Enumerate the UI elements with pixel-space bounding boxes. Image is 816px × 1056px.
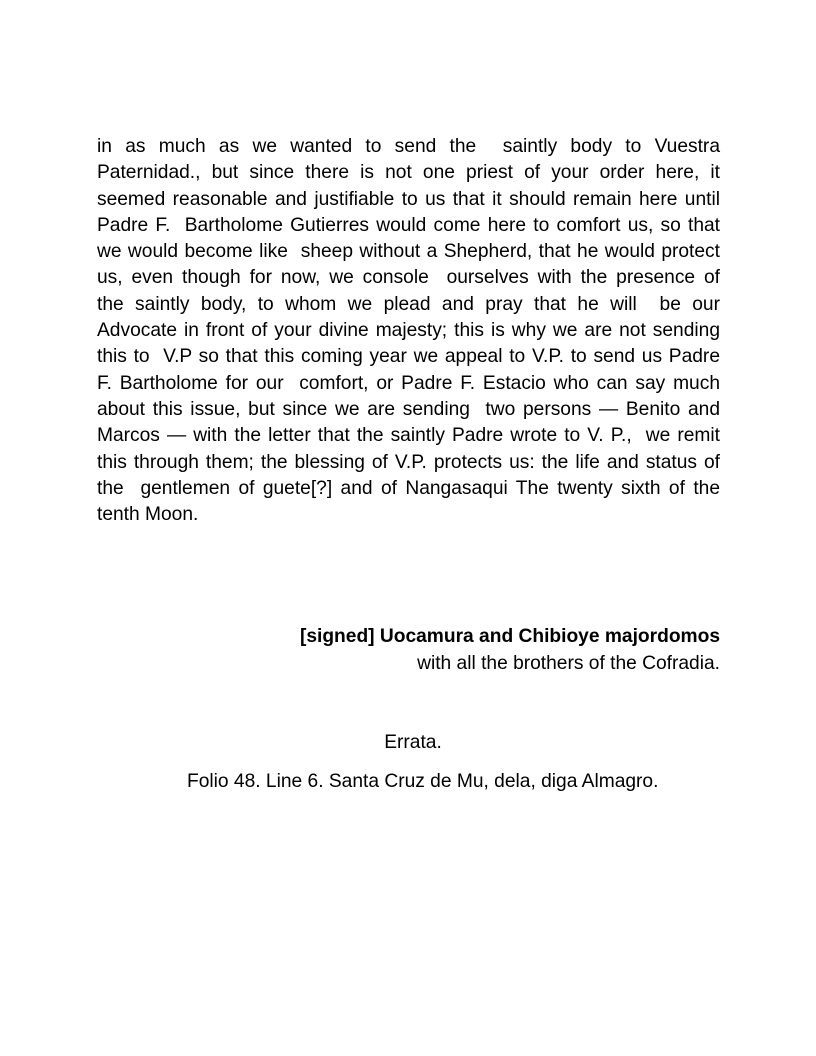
- letter-line: we would become like sheep without a Shepherd, that he would protect: [97, 241, 720, 263]
- letter-line: the gentlemen of guete[?] and of Nangasaqui The twenty sixth of the: [97, 477, 720, 499]
- errata-heading: Errata.: [384, 732, 442, 753]
- letter-line: seemed reasonable and justifiable to us that it should remain here until: [97, 188, 720, 210]
- letter-line: this through them; the blessing of V.P. protects us: the life and status of: [97, 451, 720, 473]
- letter-line: Advocate in front of your divine majesty; this is why we are not sending: [97, 320, 720, 342]
- signatory-note: with all the brothers of the Cofradia.: [417, 653, 720, 674]
- letter-line: the saintly body, to whom we plead and pray that he will be our: [97, 293, 720, 315]
- letter-line: tenth Moon.: [97, 504, 199, 526]
- letter-body: [97, 134, 720, 528]
- letter-line: Paternidad., but since there is not one priest of your order here, it: [97, 162, 720, 184]
- letter-line: Marcos — with the letter that the saintly Padre wrote to V. P., we remit: [97, 425, 720, 447]
- signature-block: [300, 623, 720, 677]
- letter-line: Padre F. Bartholome Gutierres would come here to comfort us, so that: [97, 214, 720, 236]
- signatory-names: [signed] Uocamura and Chibioye majordomos: [299, 626, 720, 647]
- letter-line: about this issue, but since we are sending two persons — Benito and: [97, 398, 720, 420]
- letter-line: this to V.P so that this coming year we appeal to V.P. to send us Padre: [97, 346, 720, 368]
- letter-line: F. Bartholome for our comfort, or Padre F. Estacio who can say much: [97, 372, 720, 394]
- letter-line: in as much as we wanted to send the saintly body to Vuestra: [97, 136, 720, 157]
- errata-entry: Folio 48. Line 6. Santa Cruz de Mu, dela, diga Almagro.: [187, 771, 659, 792]
- letter-line: us, even though for now, we console ourselves with the presence of: [97, 267, 720, 289]
